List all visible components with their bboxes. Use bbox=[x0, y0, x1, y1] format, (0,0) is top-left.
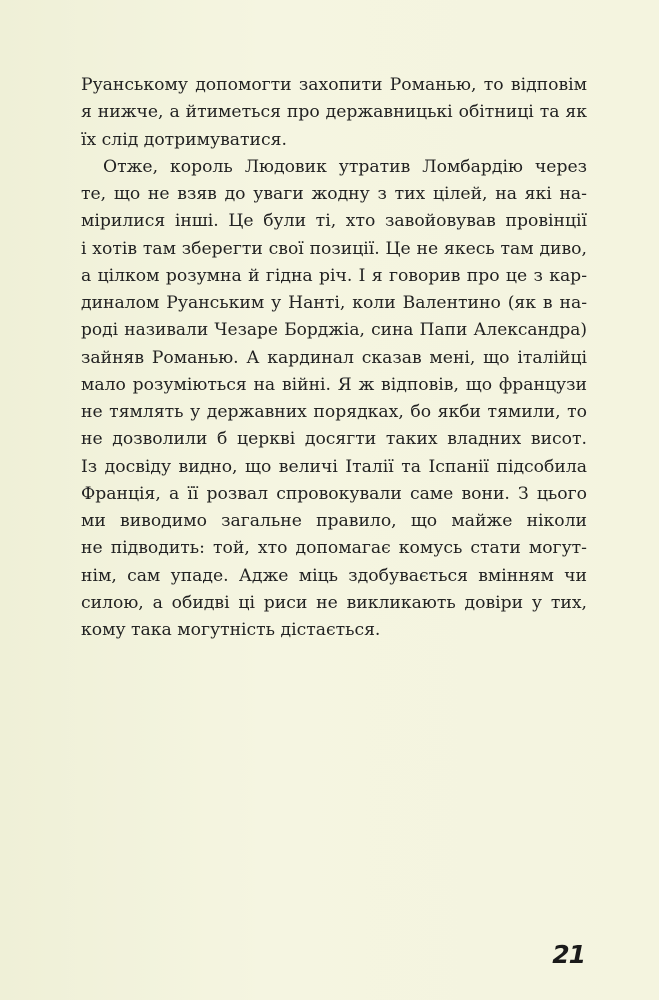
text-line: Франція, а її розвал спровокували саме вони. З цього bbox=[81, 483, 587, 504]
text-line: нім, сам упаде. Адже міць здобувається вмінням чи bbox=[81, 565, 587, 586]
text-line: роді називали Чезаре Борджіа, сина Папи Александра) bbox=[81, 320, 587, 341]
text-line: їх слід дотримуватися. bbox=[81, 129, 287, 150]
text-line: Отже, король Людовик утратив Ломбардію через bbox=[103, 156, 587, 177]
text-line: а цілком розумна й гідна річ. І я говорив про це з кар- bbox=[81, 265, 587, 286]
text-line: не тямлять у державних порядках, бо якби тямили, то bbox=[81, 402, 587, 422]
body-text bbox=[81, 72, 587, 644]
text-line: кому така могутність дістається. bbox=[81, 620, 381, 640]
text-line: мірилися інші. Це були ті, хто завойовував провінції bbox=[81, 211, 587, 232]
text-line: не підводить: той, хто допомагає комусь стати могут- bbox=[81, 538, 587, 559]
text-line: мало розуміються на війні. Я ж відповів, що французи bbox=[81, 374, 587, 395]
text-line: не дозволили б церкві досягти таких владних висот. bbox=[81, 429, 587, 450]
text-line: зайняв Романью. А кардинал сказав мені, що італійці bbox=[81, 347, 587, 368]
text-line: я нижче, а йтиметься про державницькі обітниці та як bbox=[81, 102, 587, 123]
text-line: і хотів там зберегти свої позиції. Це не якесь там диво, bbox=[81, 238, 587, 259]
text-line: диналом Руанським у Нанті, коли Валентино (як в на- bbox=[81, 293, 587, 313]
text-line: Руанському допомогти захопити Романью, то відповім bbox=[81, 75, 587, 95]
text-line: силою, а обидві ці риси не викликають довіри у тих, bbox=[81, 592, 587, 613]
text-line: ми виводимо загальне правило, що майже ніколи bbox=[81, 511, 587, 531]
text-line: Із досвіду видно, що величі Італії та Іспанії підсобила bbox=[81, 456, 587, 477]
text-line: те, що не взяв до уваги жодну з тих цілей, на які на- bbox=[81, 184, 587, 204]
page-number: 21 bbox=[552, 940, 585, 969]
